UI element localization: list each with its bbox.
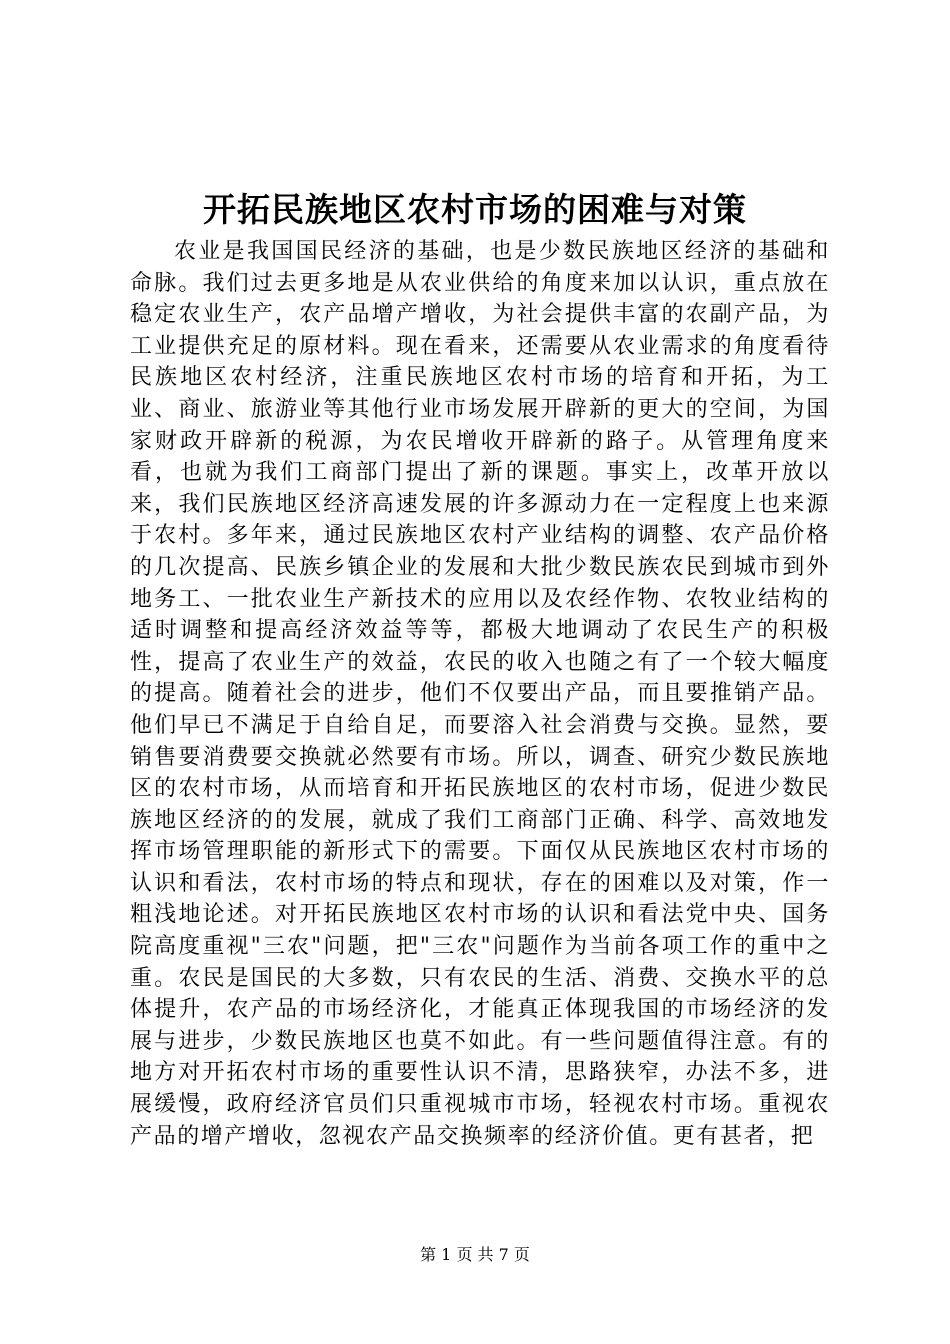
document-title: 开拓民族地区农村市场的困难与对策 bbox=[203, 190, 747, 229]
page-footer: 第 1 页 共 7 页 bbox=[420, 1245, 530, 1264]
document-body-paragraph: 农业是我国国民经济的基础，也是少数民族地区经济的基础和命脉。我们过去更多地是从农业供给的角度来加以认识，重点放在稳定农业生产，农产品增产增收，为社会提供丰富的农副产品，为工业提供充足的原材料。现在看来，还需要从农业需求的角度看待民族地区农村经济，注重民族地区农村市场的培育和开拓，为工业、商业、旅游业等其他行业市场发展开辟新的更大的空间，为国家财政开辟新的税源，为农民增收开辟新的路子。从管理角度来看，也就为我们工商部门提出了新的课题。事实上，改革开放以来，我们民族地区经济高速发展的许多源动力在一定程度上也来源于农村。多年来，通过民族地区农村产业结构的调整、农产品价格的几次提高、民族乡镇企业的发展和大批少数民族农民到城市到外地务工、一批农业生产新技术的应用以及农经作物、农牧业结构的适时调整和提高经济效益等等，都极大地调动了农民生产的积极性，提高了农业生产的效益，农民的收入也随之有了一个较大幅度的提高。随着社会的进步，他们不仅要出产品，而且要推销产品。他们早已不满足于自给自足，而要溶入社会消费与交换。显然，要销售要消费要交换就必然要有市场。所以，调查、研究少数民族地区的农村市场，从而培育和开拓民族地区的农村市场，促进少数民族地区经济的的发展，就成了我们工商部门正确、科学、高效地发挥市场管理职能的新形式下的需要。下面仅从民族地区农村市场的认识和看法，农村市场的特点和现状，存在的困难以及对策，作一粗浅地论述。对开拓民族地区农村市场的认识和看法党中央、国务院高度重视"三农"问题，把"三农"问题作为当前各项工作的重中之重。农民是国民的大多数，只有农民的生活、消费、交换水平的总体提升，农产品的市场经济化，才能真正体现我国的市场经济的发展与进步，少数民族地区也莫不如此。有一些问题值得注意。有的地方对开拓农村市场的重要性认识不清，思路狭窄，办法不多，进展缓慢，政府经济官员们只重视城市市场，轻视农村市场。重视农产品的增产增收，忽视农产品交换频率的经济价值。更有甚者，把 bbox=[130, 239, 830, 1149]
